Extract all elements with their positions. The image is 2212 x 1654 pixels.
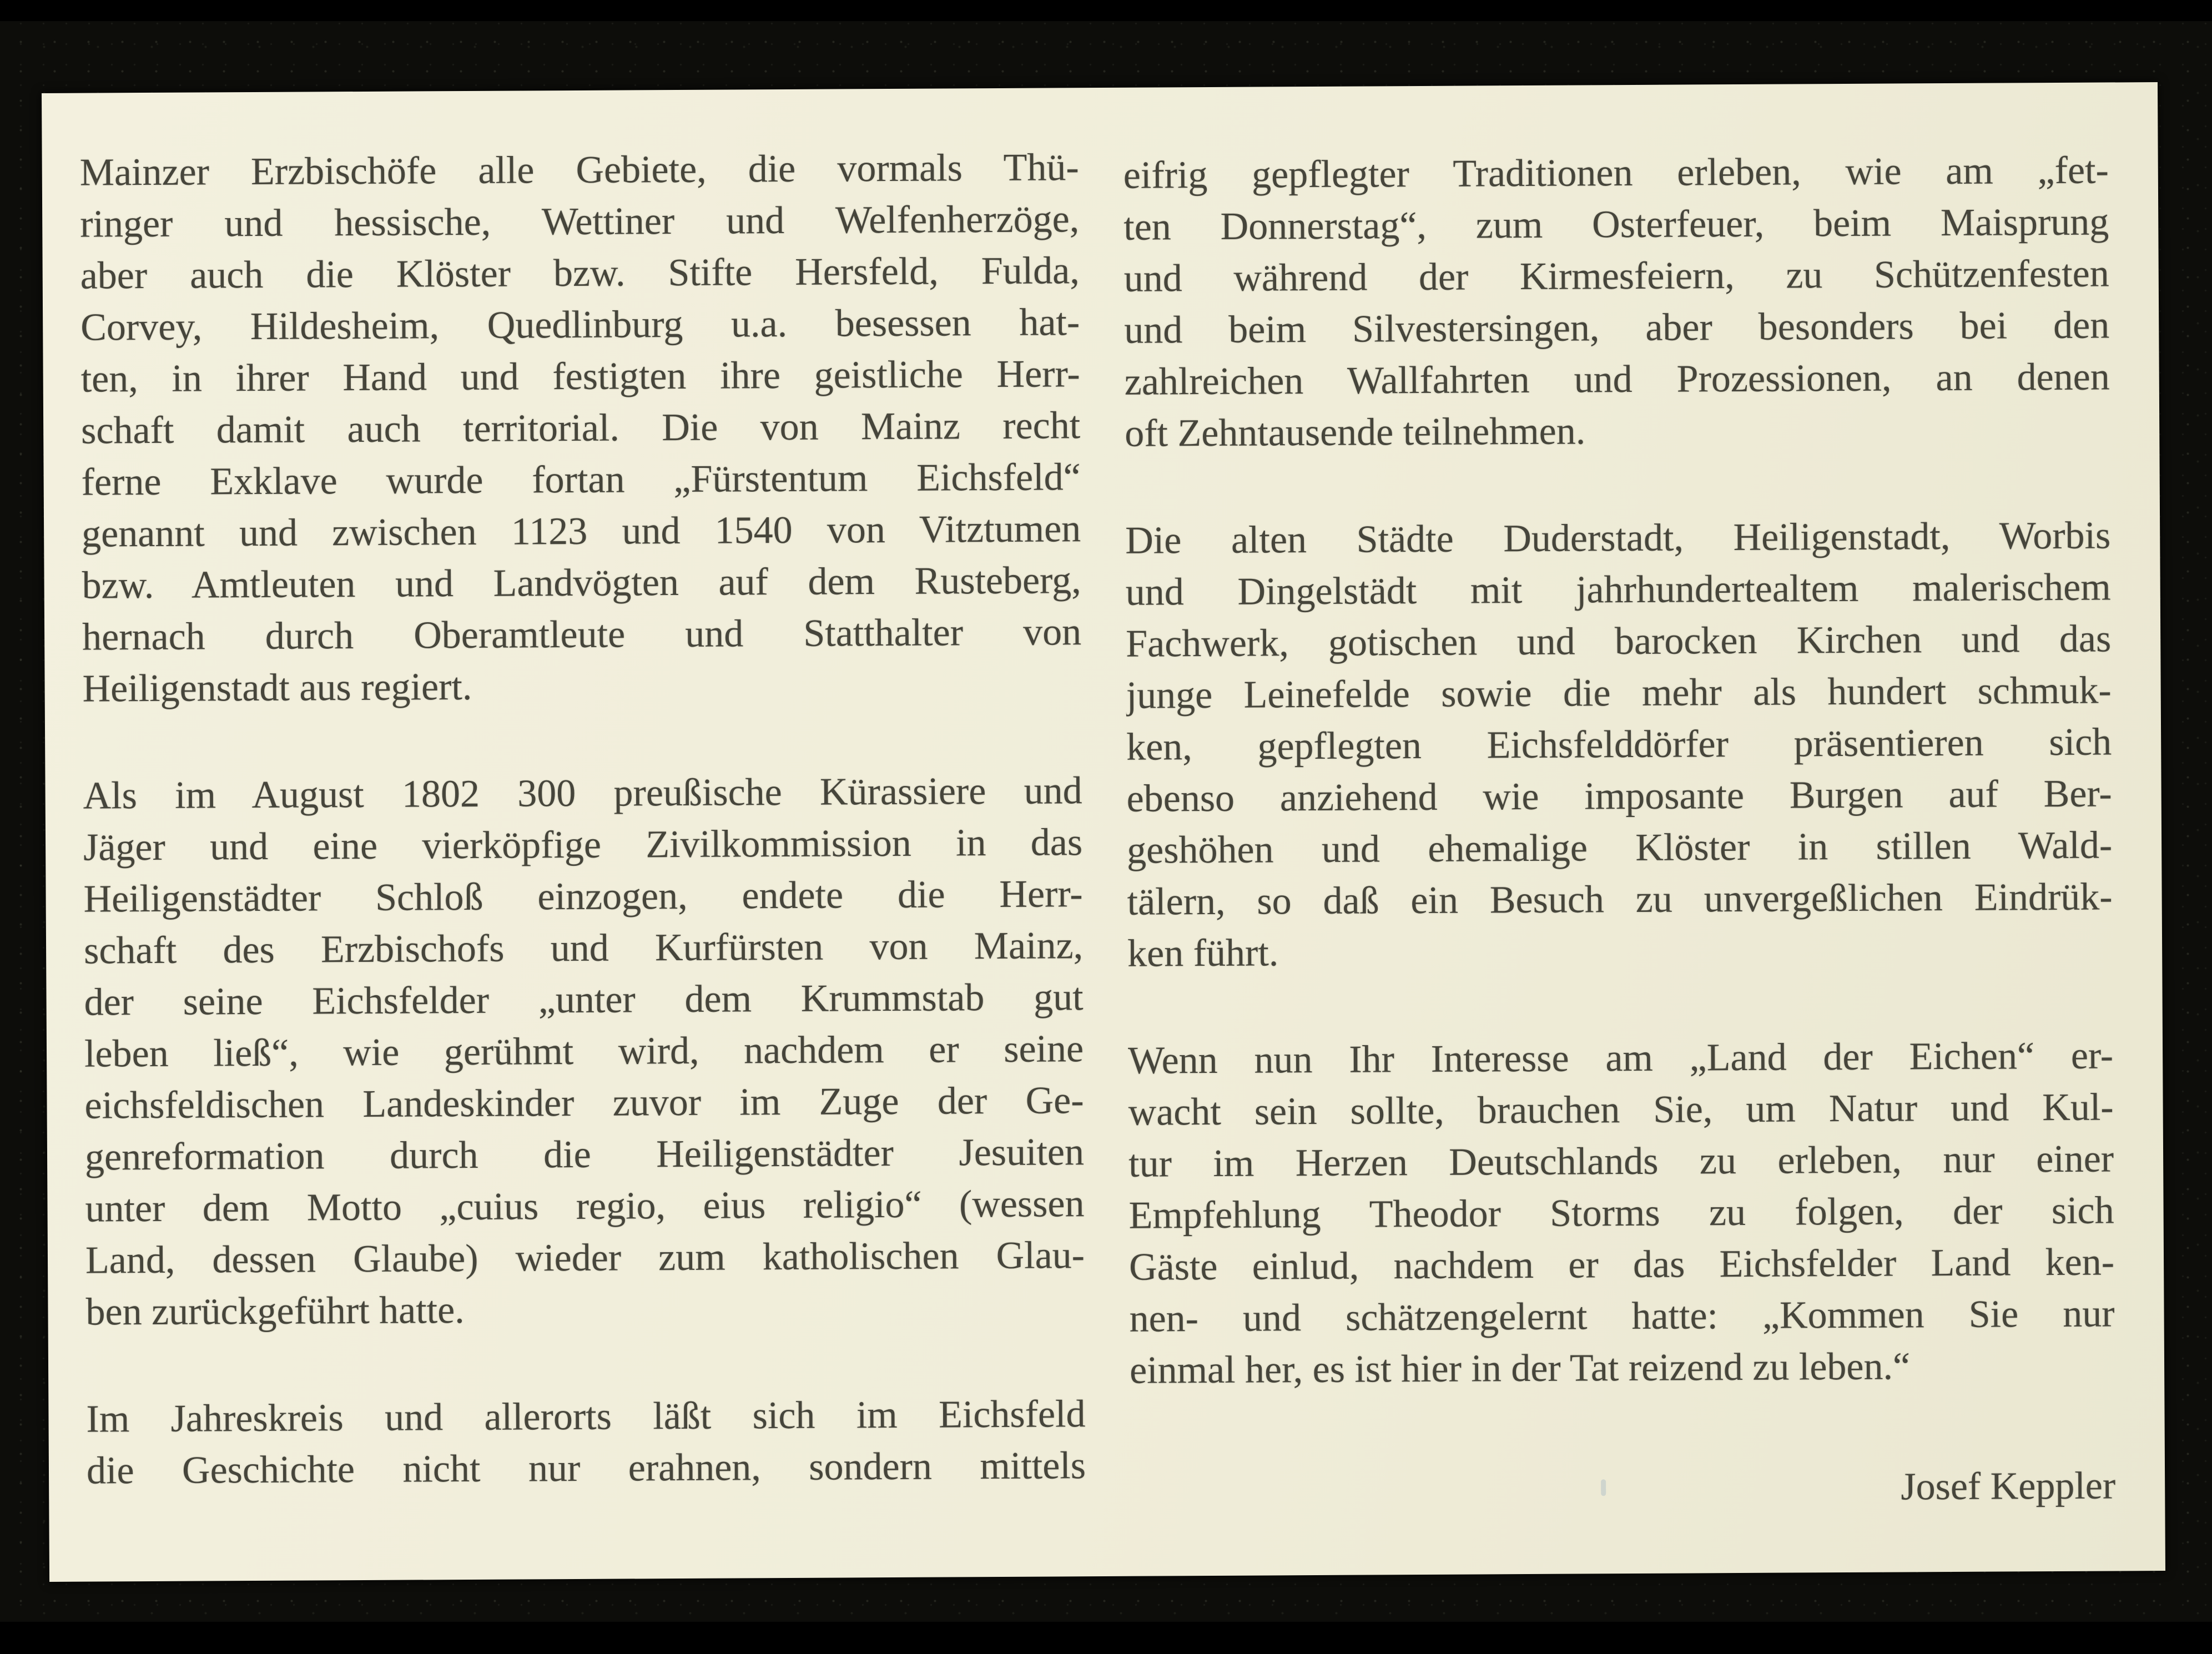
text-line: Fachwerk, gotischen und barocken Kirchen und das (1126, 617, 2112, 665)
text-line: ken, gepflegten Eichsfelddörfer präsentieren sich (1126, 720, 2112, 769)
text-line: Mainzer Erzbischöfe alle Gebiete, die vormals Thü- (79, 146, 1079, 194)
text-line: Jäger und eine vierköpfige Zivilkommission in das (83, 821, 1083, 869)
text-line: ringer und hessische, Wettiner und Welfenherzöge, (80, 198, 1080, 246)
text-line: Gäste einlud, nachdem er das Eichsfelder Land ken- (1128, 1240, 2115, 1289)
text-line: Heiligenstadt aus regiert. (82, 665, 472, 710)
text-line: eifrig gepflegter Traditionen erleben, wie am „fet- (1123, 149, 2109, 197)
scan-artifact (1601, 1479, 1606, 1496)
text-line: der seine Eichsfelder „unter dem Krummstab gut (84, 976, 1084, 1024)
text-line: Corvey, Hildesheim, Quedlinburg u.a. besessen hat- (80, 301, 1080, 349)
text-line: Im Jahreskreis und allerorts läßt sich im Eichsfeld (86, 1393, 1086, 1441)
text-line: eichsfeldischen Landeskinder zuvor im Zuge der Ge- (84, 1079, 1084, 1127)
text-line: nen- und schätzengelernt hatte: „Kommen Sie nur (1129, 1292, 2115, 1340)
text-line: ten Donnerstag“, zum Osterfeuer, beim Maisprung (1123, 200, 2109, 249)
text-line: geshöhen und ehemalige Klöster in stillen Wald- (1126, 824, 2113, 872)
text-line: Als im August 1802 300 preußische Kürassiere und (83, 769, 1082, 818)
text-line: die Geschichte nicht nur erahnen, sondern mittels (86, 1444, 1086, 1492)
text-line: einmal her, es ist hier in der Tat reizend zu leben.“ (1129, 1345, 1911, 1392)
text-line: wacht sein sollte, brauchen Sie, um Natur und Kul- (1128, 1086, 2114, 1134)
text-line: Land, dessen Glaube) wieder zum katholischen Glau- (85, 1234, 1085, 1282)
text-line: und beim Silvestersingen, aber besonders bei den (1124, 304, 2110, 352)
text-line: Heiligenstädter Schloß einzogen, endete die Herr- (83, 873, 1083, 921)
text-line: Empfehlung Theodor Storms zu folgen, der sich (1128, 1189, 2114, 1237)
text-line: bzw. Amtleuten und Landvögten auf dem Rusteberg, (82, 559, 1081, 607)
text-line: schaft damit auch territorial. Die von Mainz recht (80, 404, 1081, 452)
text-line: tälern, so daß ein Besuch zu unvergeßlichen Eindrük- (1127, 875, 2113, 924)
paragraph (1128, 1030, 2115, 1396)
paragraph (1125, 510, 2113, 979)
paragraph (86, 1388, 1086, 1496)
text-line: ben zurückgeführt hatte. (85, 1289, 465, 1334)
paragraph (1123, 145, 2110, 460)
text-column-right (1123, 145, 2115, 1396)
text-line: oft Zehntausende teilnehmen. (1125, 410, 1586, 455)
text-line: ebenso anziehend wie imposante Burgen auf Ber- (1126, 772, 2112, 820)
paragraph (80, 142, 1082, 714)
text-line: zahlreichen Wallfahrten und Prozessionen, an denen (1124, 355, 2110, 404)
text-line: unter dem Motto „cuius regio, eius religio“ (wessen (85, 1182, 1085, 1231)
author-signature: Josef Keppler (1901, 1464, 2116, 1509)
text-line: ken führt. (1127, 931, 1279, 975)
text-line: hernach durch Oberamtleute und Statthalter von (82, 611, 1082, 659)
paragraph (83, 765, 1085, 1338)
book-page (42, 82, 2165, 1582)
text-line: genannt und zwischen 1123 und 1540 von Vitztumen (81, 507, 1081, 556)
text-line: leben ließ“, wie gerühmt wird, nachdem er seine (84, 1027, 1084, 1076)
text-line: und Dingelstädt mit jahrhundertealtem malerischem (1125, 566, 2111, 614)
text-line: tur im Herzen Deutschlands zu erleben, nur einer (1128, 1137, 2114, 1186)
text-line: junge Leinefelde sowie die mehr als hundert schmuk- (1126, 669, 2112, 717)
text-line: und während der Kirmesfeiern, zu Schützenfesten (1123, 252, 2109, 300)
text-line: aber auch die Klöster bzw. Stifte Hersfeld, Fulda, (80, 249, 1080, 297)
text-column-left (80, 142, 1086, 1496)
text-line: genreformation durch die Heiligenstädter Jesuiten (84, 1131, 1085, 1179)
text-line: Wenn nun Ihr Interesse am „Land der Eichen“ er- (1127, 1034, 2114, 1082)
text-line: ten, in ihrer Hand und festigten ihre geistliche Herr- (80, 352, 1080, 401)
text-line: Die alten Städte Duderstadt, Heiligenstadt, Worbis (1125, 514, 2111, 562)
text-line: ferne Exklave wurde fortan „Fürstentum Eichsfeld“ (81, 456, 1081, 504)
text-line: schaft des Erzbischofs und Kurfürsten von Mainz, (83, 924, 1084, 972)
